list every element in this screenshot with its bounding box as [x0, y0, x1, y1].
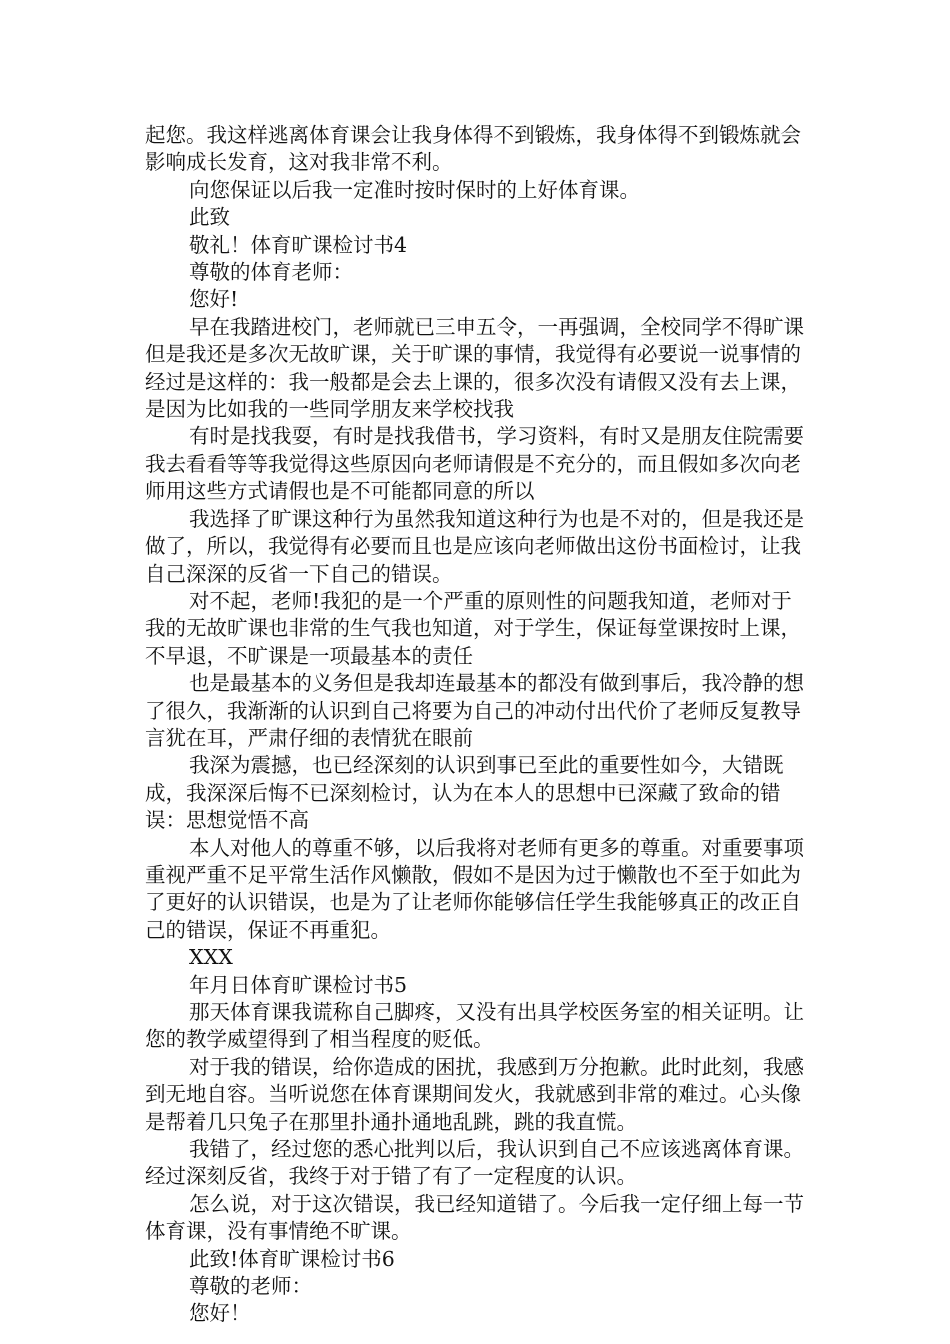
document-body — [145, 122, 810, 1328]
paragraph: XXX — [189, 945, 233, 970]
paragraph: 您好! — [189, 287, 239, 312]
paragraph: 尊敬的体育老师： — [189, 260, 353, 285]
paragraph: 对于我的错误，给你造成的困扰，我感到万分抱歉。此时此刻，我感到无地自容。当听说您在体育课期间发火，我就感到非常的难过。心头像是帮着几只兔子在那里扑通扑通地乱跳，跳的我直慌。 — [145, 1054, 804, 1134]
paragraph: 对不起，老师!我犯的是一个严重的原则性的问题我知道，老师对于我的无故旷课也非常的生气我也知道，对于学生，保证每堂课按时上课，不早退，不旷课是一项最基本的责任 — [145, 588, 801, 668]
paragraph: 敬礼！体育旷课检讨书4 — [189, 232, 408, 257]
paragraph: 有时是找我耍，有时是找我借书，学习资料，有时又是朋友住院需要我去看看等等我觉得这些原因向老师请假是不充分的，而且假如多次向老师用这些方式请假也是不可能都同意的所以 — [145, 424, 804, 504]
paragraph: 早在我踏进校门，老师就已三申五令，一再强调，全校同学不得旷课但是我还是多次无故旷课，关于旷课的事情，我觉得有必要说一说事情的经过是这样的：我一般都是会去上课的，很多次没有请假又没有去上课，是因为比如我的一些同学朋友来学校找我 — [145, 314, 804, 422]
paragraph: 那天体育课我谎称自己脚疼，又没有出具学校医务室的相关证明。让您的教学威望得到了相当程度的贬低。 — [145, 1000, 804, 1052]
paragraph: 年月日体育旷课检讨书5 — [189, 972, 408, 997]
paragraph: 我深为震撼，也已经深刻的认识到事已至此的重要性如今，大错既成，我深深后悔不已深刻检讨，认为在本人的思想中已深藏了致命的错误：思想觉悟不高 — [145, 753, 784, 833]
paragraph: 我错了，经过您的悉心批判以后，我认识到自己不应该逃离体育课。经过深刻反省，我终于对于错了有了一定程度的认识。 — [145, 1137, 804, 1189]
paragraph: 向您保证以后我一定准时按时保时的上好体育课。 — [189, 177, 640, 202]
paragraph: 此致!体育旷课检讨书6 — [189, 1246, 395, 1271]
paragraph: 尊敬的老师： — [189, 1274, 312, 1299]
paragraph: 也是最基本的义务但是我却连最基本的都没有做到事后，我冷静的想了很久，我渐渐的认识到自己将要为自己的冲动付出代价了老师反复教导言犹在耳，严肃仔细的表情犹在眼前 — [145, 671, 804, 750]
paragraph: 起您。我这样逃离体育课会让我身体得不到锻炼，我身体得不到锻炼就会影响成长发育，这对我非常不利。 — [145, 123, 801, 175]
paragraph: 您好！ — [189, 1301, 251, 1326]
paragraph: 本人对他人的尊重不够，以后我将对老师有更多的尊重。对重要事项重视严重不足平常生活作风懒散，假如不是因为过于懒散也不至于如此为了更好的认识错误，也是为了让老师你能够信任学生我能够真正的改正自己的错误，保证不再重犯。 — [145, 835, 804, 942]
paragraph: 怎么说，对于这次错误，我已经知道错了。今后我一定仔细上每一节体育课，没有事情绝不旷课。 — [145, 1191, 804, 1244]
paragraph: 此致 — [189, 205, 230, 230]
paragraph: 我选择了旷课这种行为虽然我知道这种行为也是不对的，但是我还是做了，所以，我觉得有必要而且也是应该向老师做出这份书面检讨，让我自己深深的反省一下自己的错误。 — [145, 506, 804, 586]
